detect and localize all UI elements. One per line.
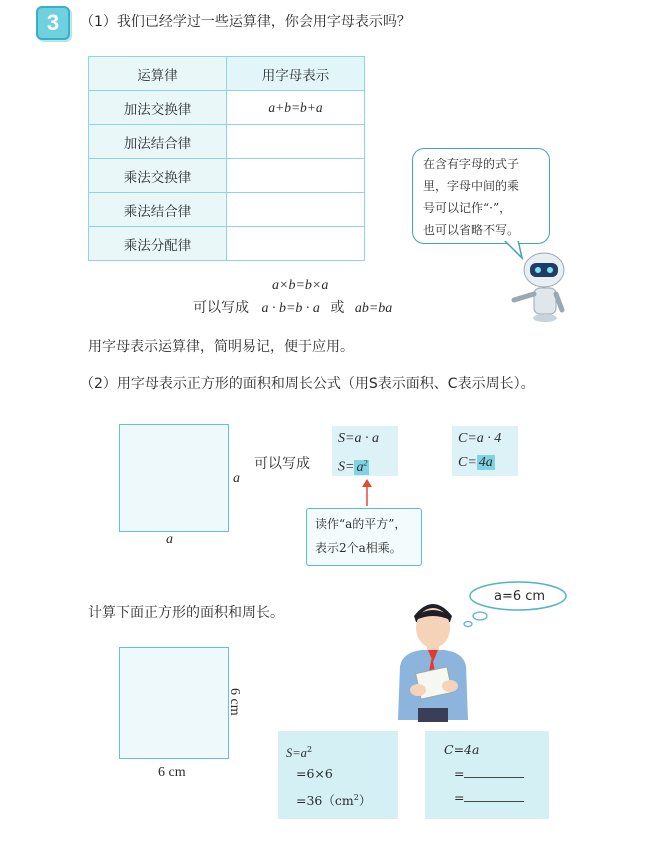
summary-text: 用字母表示运算律，简明易记，便于应用。 xyxy=(88,339,354,355)
table-header: 运算律 xyxy=(89,57,227,91)
area-formula-line1: S=a · a xyxy=(338,431,379,446)
square-side-label: a xyxy=(166,532,173,547)
area-calc-base: S=a xyxy=(286,746,307,761)
table-header-row xyxy=(89,57,365,91)
exercise-number-badge: 3 xyxy=(36,6,70,40)
bubble-line: 号可以记作“·”， xyxy=(423,201,512,215)
law-name: 加法结合律 xyxy=(89,125,227,159)
bubble-line: 在含有字母的式子 xyxy=(423,157,520,171)
rewrite-or: 或 xyxy=(330,300,345,316)
law-name: 乘法分配律 xyxy=(89,227,227,261)
area-formula-highlight xyxy=(354,460,369,475)
question-1-text: （1）我们已经学过一些运算律，你会用字母表示吗？ xyxy=(80,14,411,30)
square-reading-note xyxy=(306,508,422,566)
perimeter-formula-line2 xyxy=(458,453,495,473)
table-row xyxy=(89,193,365,227)
table-row xyxy=(89,227,365,261)
rewrite-eq-dot: a · b=b · a xyxy=(261,301,320,316)
student-icon xyxy=(388,596,478,724)
square-a xyxy=(119,424,229,532)
area-base: a xyxy=(356,459,364,475)
calc-prompt: 计算下面正方形的面积和周长。 xyxy=(88,605,284,621)
area-calc-line3 xyxy=(296,786,371,813)
law-formula-blank[interactable] xyxy=(227,227,365,261)
rewrite-line xyxy=(193,298,392,319)
perimeter-calc-line3 xyxy=(454,786,524,810)
law-formula-blank[interactable] xyxy=(227,193,365,227)
perimeter-prefix: C= xyxy=(458,455,477,470)
can-write-label: 可以写成 xyxy=(254,456,310,472)
arrow-up-icon xyxy=(360,478,374,508)
square-6cm xyxy=(119,647,229,759)
perimeter-calc-line2 xyxy=(454,762,524,786)
perimeter-formula-line1: C=a · 4 xyxy=(458,431,502,446)
perimeter-highlight: 4a xyxy=(478,455,493,470)
square-side-label: 6 cm xyxy=(158,765,186,780)
area-calc-unit-exponent: 2 xyxy=(353,793,359,802)
laws-table xyxy=(88,56,365,261)
square-side-label: 6 cm xyxy=(227,688,242,716)
note-line: 读作“a的平方”， xyxy=(315,517,407,531)
law-formula: a+b=b+a xyxy=(227,91,365,125)
perimeter-calc-line1: C=4a xyxy=(444,742,480,757)
perimeter-answer-blank[interactable] xyxy=(464,763,524,778)
mult-commutative-eq: a×b=b×a xyxy=(272,278,329,293)
thought-text: a=6 cm xyxy=(494,589,546,604)
question-2-text: （2）用字母表示正方形的面积和周长公式（用S表示面积、C表示周长）。 xyxy=(80,376,535,392)
perimeter-answer-blank[interactable] xyxy=(464,787,524,802)
area-calc-line2: =6×6 xyxy=(296,766,333,781)
law-formula-blank[interactable] xyxy=(227,159,365,193)
table-row xyxy=(89,159,365,193)
area-formula-line2 xyxy=(338,453,369,478)
table-row xyxy=(89,91,365,125)
square-side-label: a xyxy=(233,471,240,486)
perimeter-equals: = xyxy=(454,766,465,781)
bubble-line: 里，字母中间的乘 xyxy=(423,179,520,193)
bubble-line: 也可以省略不写。 xyxy=(423,223,520,237)
area-calc-result: =36（cm xyxy=(296,793,354,809)
rewrite-prefix: 可以写成 xyxy=(193,300,249,316)
perimeter-equals: = xyxy=(454,790,465,805)
law-formula-blank[interactable] xyxy=(227,125,365,159)
note-line: 表示2个a相乘。 xyxy=(315,541,402,555)
robot-icon xyxy=(500,248,575,323)
robot-speech-bubble xyxy=(412,148,550,244)
area-calc-exponent: 2 xyxy=(306,745,313,754)
rewrite-eq-omit: ab=ba xyxy=(354,301,393,316)
area-exponent: 2 xyxy=(363,458,368,467)
area-calc-close: ） xyxy=(358,793,372,809)
law-name: 乘法结合律 xyxy=(89,193,227,227)
area-formula-prefix: S= xyxy=(338,459,355,475)
table-header: 用字母表示 xyxy=(227,57,365,91)
law-name: 乘法交换律 xyxy=(89,159,227,193)
table-row xyxy=(89,125,365,159)
law-name: 加法交换律 xyxy=(89,91,227,125)
